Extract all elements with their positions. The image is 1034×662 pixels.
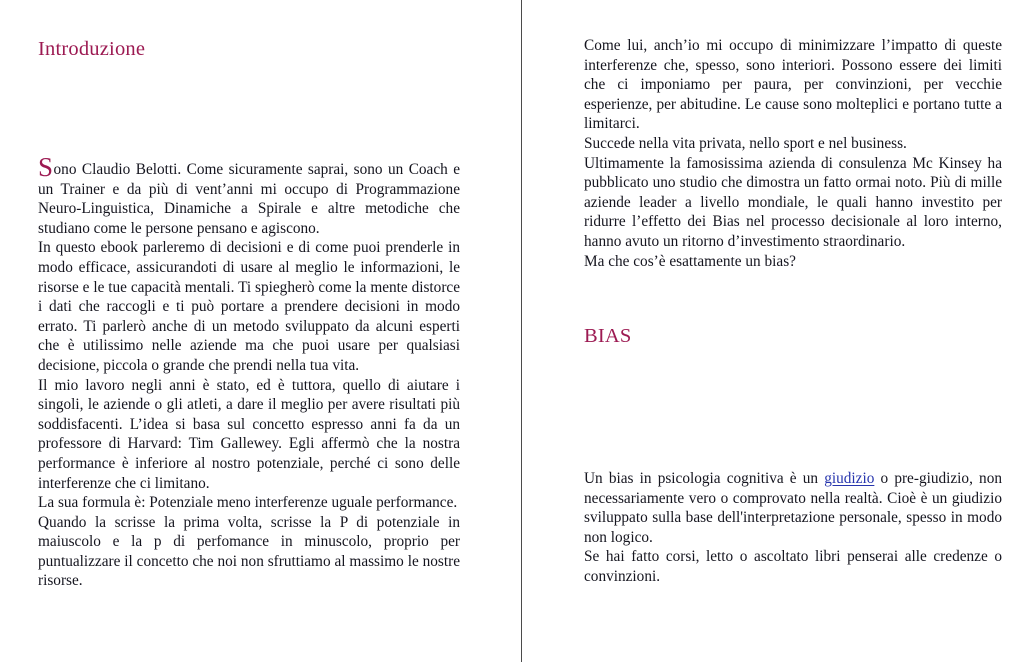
introduzione-body-paragraph [38, 152, 460, 591]
introduzione-body-text: ono Claudio Belotti. Come sicuramente saprai, sono un Coach e un Trainer e da più di vent’anni mi occupo di Programmazione Neuro-Linguistica, Dinamiche a Spirale e altre metodiche che studiano come le persone pensano e agiscono. In questo ebook parleremo di decisioni e di come puoi prenderle in modo efficace, assicurandoti di usare al meglio le informazioni, le risorse e le tue capacità mentali. Ti spiegherò come la mente distorce i dati che raccogli e ti può portare a prendere decisioni in modo errato. Ti parlerò anche di un metodo sviluppato da alcuni esperti che è utilissimo nelle aziende ma che puoi usare per qualsiasi decisione, piccola o grande che prendi nella tua vita. Il mio lavoro negli anni è stato, ed è tuttora, quello di aiutare i singoli, le aziende o gli atleti, a dare il meglio per avere risultati più soddisfacenti. L’idea si basa sul concetto espresso anni fa da un professore di Harvard: Tim Gallewey. Egli affermò che la nostra performance è inferiore al nostro potenziale, perché ci sono delle interferenze che ci limitano. La sua formula è: Potenziale meno interferenze uguale performance. Quando la scrisse la prima volta, scrisse la P di potenziale in maiuscolo e la p di perfomance in minuscolo, proprio per puntualizzare il concetto che noi non sfruttiamo al massimo le nostre risorse. [38, 161, 460, 590]
bias-text-before-link: Un bias in psicologia cognitiva è un [584, 470, 825, 487]
bias-heading: BIAS [584, 325, 632, 347]
bias-body-paragraph [584, 469, 1002, 587]
giudizio-link[interactable]: giudizio [824, 470, 875, 487]
continuation-body-text: Come lui, anch’io mi occupo di minimizzare l’impatto di queste interferenze che, spesso, sono interiori. Possono essere dei limiti che ci imponiamo per paura, per convinzioni, per vecchie esperienze, per abitudine. Le cause sono molteplici e portano tutte a limitarci. Succede nella vita privata, nello sport e nel business. Ultimamente la famosissima azienda di consulenza Mc Kinsey ha pubblicato uno studio che dimostra un fatto ormai noto. Più di mille aziende leader a livello mondiale, le quali hanno investito per ridurre l’effetto dei Bias nel processo decisionale al loro interno, hanno avuto un ritorno d’investimento straordinario. Ma che cos’è esattamente un bias? [584, 37, 1002, 270]
drop-cap-letter: S [38, 152, 54, 182]
continuation-body-paragraph [584, 36, 1002, 271]
right-page [522, 0, 1034, 662]
bias-text-after-link: o pre-giudizio, non necessariamente vero o comprovato nella realtà. Cioè è un giudizio sviluppato sulla base dell'interpretazione personale, spesso in modo non logico. Se hai fatto corsi, letto o ascoltato libri penserai alle credenze o convinzioni. [584, 470, 1003, 585]
introduzione-heading: Introduzione [38, 38, 146, 60]
